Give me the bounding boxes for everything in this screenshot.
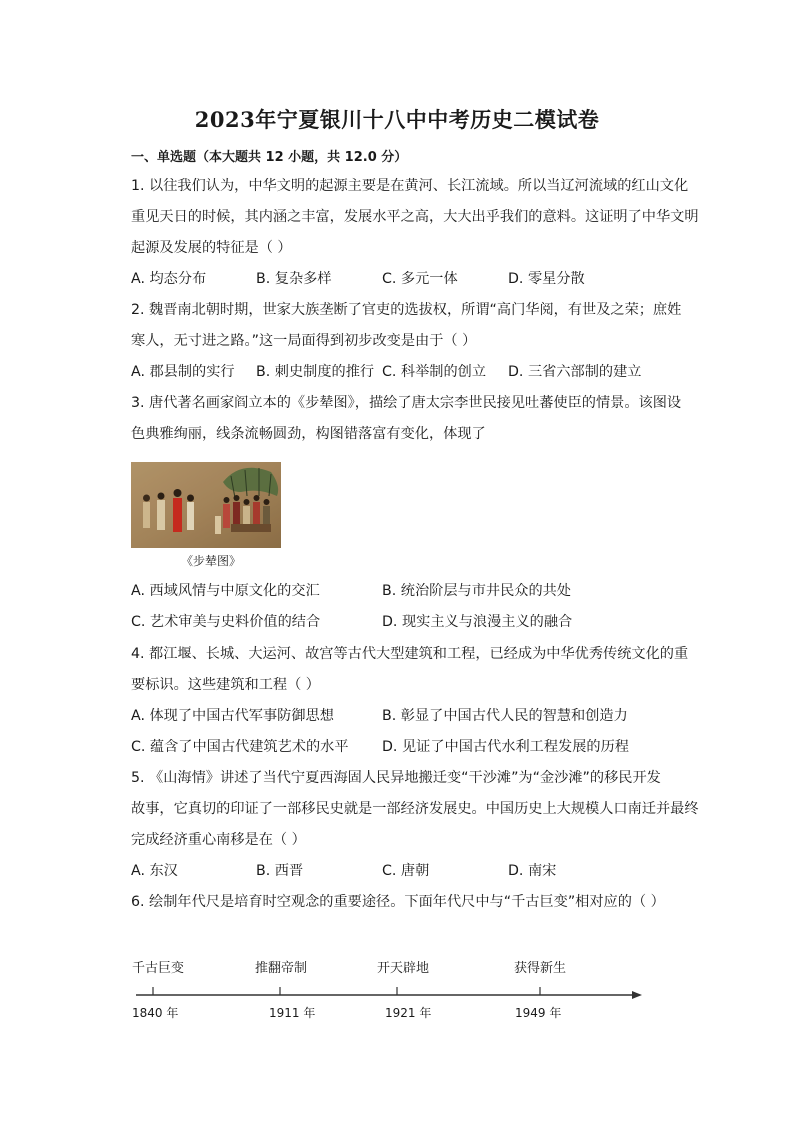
q4-option-d[interactable]: D. 见证了中国古代水利工程发展的历程 <box>382 739 629 755</box>
q1-line-1: 1. 以往我们认为，中华文明的起源主要是在黄河、长江流域。所以当辽河流域的红山文化 <box>131 178 689 194</box>
q2-line-2: 寒人，无寸进之路。”这一局面得到初步改变是由于（ ） <box>131 333 477 349</box>
q5-option-b[interactable]: B. 西晋 <box>256 863 304 879</box>
q5-option-a[interactable]: A. 东汉 <box>131 863 178 879</box>
q4-line-1: 4. 都江堰、长城、大运河、故宫等古代大型建筑和工程，已经成为中华优秀传统文化的重 <box>131 646 689 662</box>
q4-option-a[interactable]: A. 体现了中国古代军事防御思想 <box>131 708 334 724</box>
timeline-year-2: 1911 年 <box>269 1006 316 1020</box>
q1-option-d[interactable]: D. 零星分散 <box>508 271 585 287</box>
timeline-year-3: 1921 年 <box>385 1006 432 1020</box>
painting-image <box>131 462 281 548</box>
q5-line-2: 故事，它真切的印证了一部移民史就是一部经济发展史。中国历史上大规模人口南迁并最终 <box>131 801 699 817</box>
timeline-year-4: 1949 年 <box>515 1006 562 1020</box>
q5-line-1: 5. 《山海情》讲述了当代宁夏西海固人民异地搬迁变“干沙滩”为“金沙滩”的移民开发 <box>131 770 661 786</box>
timeline-label-2: 推翻帝制 <box>255 961 308 976</box>
q4-option-b[interactable]: B. 彰显了中国古代人民的智慧和创造力 <box>382 708 628 724</box>
q2-line-1: 2. 魏晋南北朝时期，世家大族垄断了官吏的选拔权，所谓“高门华阅，有世及之荣；庶姓 <box>131 302 682 318</box>
q2-option-d[interactable]: D. 三省六部制的建立 <box>508 364 642 380</box>
painting-caption: 《步辇图》 <box>181 554 242 568</box>
q1-option-a[interactable]: A. 均态分布 <box>131 271 207 287</box>
q3-line-2: 色典雅绚丽，线条流畅圆劲，构图错落富有变化，体现了 <box>131 426 486 442</box>
timeline-label-1: 千古巨变 <box>132 961 185 976</box>
q5-option-c[interactable]: C. 唐朝 <box>382 863 430 879</box>
q3-option-b[interactable]: B. 统治阶层与市井民众的共处 <box>382 583 572 599</box>
q3-option-d[interactable]: D. 现实主义与浪漫主义的融合 <box>382 614 573 630</box>
q3-option-a[interactable]: A. 西域风情与中原文化的交汇 <box>131 583 320 599</box>
q4-option-c[interactable]: C. 蕴含了中国古代建筑艺术的水平 <box>131 739 349 755</box>
q6-line-1: 6. 绘制年代尺是培育时空观念的重要途径。下面年代尺中与“千古巨变”相对应的（ ） <box>131 894 665 910</box>
q1-option-b[interactable]: B. 复杂多样 <box>256 271 332 287</box>
timeline-label-3: 开天辟地 <box>377 961 430 976</box>
timeline-year-1: 1840 年 <box>132 1006 179 1020</box>
paper-title: 2023年宁夏银川十八中中考历史二模试卷 <box>194 107 600 132</box>
q2-option-c[interactable]: C. 科举制的创立 <box>382 364 487 380</box>
q5-option-d[interactable]: D. 南宋 <box>508 863 557 879</box>
timeline-arrow <box>632 991 642 999</box>
q3-option-c[interactable]: C. 艺术审美与史料价值的结合 <box>131 614 321 630</box>
timeline-diagram <box>130 955 660 1030</box>
section-heading: 一、单选题（本大题共 12 小题，共 12.0 分） <box>131 150 408 165</box>
q1-line-2: 重见天日的时候，其内涵之丰富，发展水平之高，大大出乎我们的意料。这证明了中华文明 <box>131 209 699 225</box>
q5-line-3: 完成经济重心南移是在（ ） <box>131 832 306 848</box>
q1-line-3: 起源及发展的特征是（ ） <box>131 240 292 256</box>
q3-line-1: 3. 唐代著名画家阎立本的《步辇图》，描绘了唐太宗李世民接见吐蕃使臣的情景。该图设 <box>131 395 682 411</box>
q1-option-c[interactable]: C. 多元一体 <box>382 271 458 287</box>
q2-option-a[interactable]: A. 郡县制的实行 <box>131 364 235 380</box>
q4-line-2: 要标识。这些建筑和工程（ ） <box>131 677 320 693</box>
timeline-label-4: 获得新生 <box>514 961 567 976</box>
q2-option-b[interactable]: B. 刺史制度的推行 <box>256 364 375 380</box>
